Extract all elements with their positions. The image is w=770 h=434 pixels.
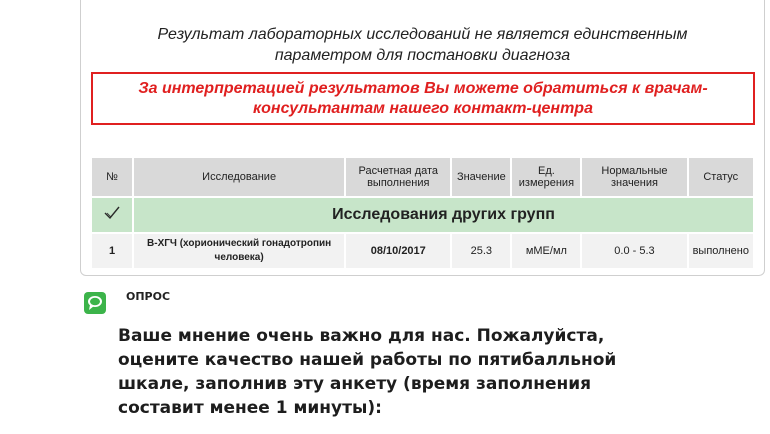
row-study-name [134,234,344,268]
col-norm-line-2: значения [610,177,658,189]
col-date [346,158,450,196]
row-norm: 0.0 - 5.3 [582,234,686,268]
results-table [90,156,755,270]
row-study-name-line-1: В-ХГЧ (хорионический гонадотропин [147,238,332,249]
col-unit-line-2: измерения [518,177,575,189]
poll-label: ОПРОС [126,290,171,303]
row-num: 1 [92,234,132,268]
col-unit-line-1: Ед. [537,165,555,177]
col-norm-line-1: Нормальные [601,165,668,177]
row-date: 08/10/2017 [346,234,450,268]
col-unit [512,158,580,196]
col-num: № [92,158,132,196]
alert-line-2: консультантам нашего контакт-центра [253,100,593,117]
col-status: Статус [689,158,753,196]
disclaimer-line-2: параметром для постановки диагноза [274,47,571,64]
poll-line-4: составит менее 1 минуты): [118,398,382,418]
row-study-name-line-2: человека) [214,252,264,263]
group-title: Исследования других групп [134,198,753,232]
table-row [92,234,753,268]
poll-line-1: Ваше мнение очень важно для нас. Пожалуйста, [118,326,605,346]
disclaimer-text [80,24,765,66]
col-norm [582,158,686,196]
row-unit: мМЕ/мл [512,234,580,268]
group-row[interactable] [92,198,753,232]
col-date-line-2: выполнения [367,177,430,189]
col-date-line-1: Расчетная дата [358,165,439,177]
check-icon[interactable] [104,207,120,224]
col-value: Значение [452,158,510,196]
poll-line-2: оцените качество нашей работы по пятибалльной [118,350,617,370]
poll-line-3: шкале, заполнив эту анкету (время заполнения [118,374,592,394]
alert-line-1: За интерпретацией результатов Вы можете обратиться к врачам- [138,80,708,97]
row-value: 25.3 [452,234,510,268]
row-status: выполнено [689,234,753,268]
chat-bubble-icon [84,292,106,314]
col-study: Исследование [134,158,344,196]
table-header-row [92,158,753,196]
consultation-alert [91,72,755,125]
group-toggle[interactable] [92,198,132,232]
disclaimer-line-1: Результат лабораторных исследований не является единственным [157,26,688,43]
poll-message [118,324,658,420]
